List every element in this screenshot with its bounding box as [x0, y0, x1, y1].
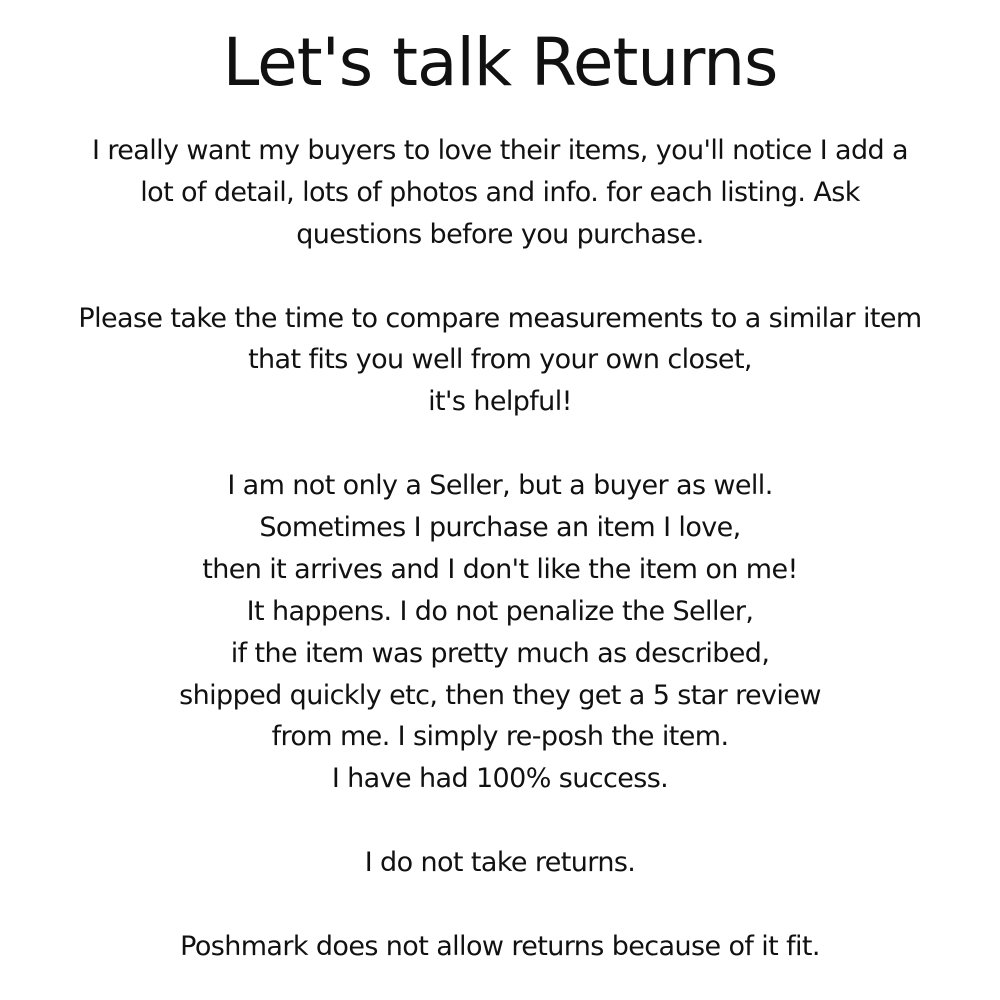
- paragraph-buyer-experience: [0, 465, 1000, 800]
- spacer: [0, 800, 1000, 842]
- text-line: Poshmark does not allow returns because of it fit.: [180, 930, 820, 962]
- text-line: It happens. I do not penalize the Seller,: [246, 595, 754, 627]
- document-body: [0, 130, 1000, 968]
- text-line: if the item was pretty much as described,: [230, 637, 770, 669]
- text-line: I do not take returns.: [364, 847, 636, 879]
- text-line: Sometimes I purchase an item I love,: [259, 512, 741, 544]
- text-line: Please take the time to compare measurements to a similar item: [78, 302, 922, 334]
- paragraph-measurements: [0, 298, 1000, 424]
- paragraph-intro: [0, 130, 1000, 256]
- text-line: from me. I simply re-posh the item.: [271, 721, 729, 753]
- paragraph-poshmark-policy: [0, 926, 1000, 968]
- spacer: [0, 423, 1000, 465]
- page-title: Let's talk Returns: [222, 24, 778, 101]
- text-line: I really want my buyers to love their items, you'll notice I add a: [91, 135, 909, 166]
- text-line: questions before you purchase.: [296, 218, 704, 250]
- text-line: it's helpful!: [428, 386, 572, 418]
- text-line: that fits you well from your own closet,: [248, 344, 752, 376]
- text-line: then it arrives and I don't like the item on me!: [202, 553, 798, 585]
- text-line: I have had 100% success.: [331, 763, 669, 795]
- paragraph-no-returns: [0, 842, 1000, 884]
- text-line: shipped quickly etc, then they get a 5 star review: [179, 679, 821, 711]
- text-line: lot of detail, lots of photos and info. for each listing. Ask: [140, 176, 860, 208]
- text-line: I am not only a Seller, but a buyer as well.: [227, 470, 773, 502]
- spacer: [0, 256, 1000, 298]
- spacer: [0, 884, 1000, 926]
